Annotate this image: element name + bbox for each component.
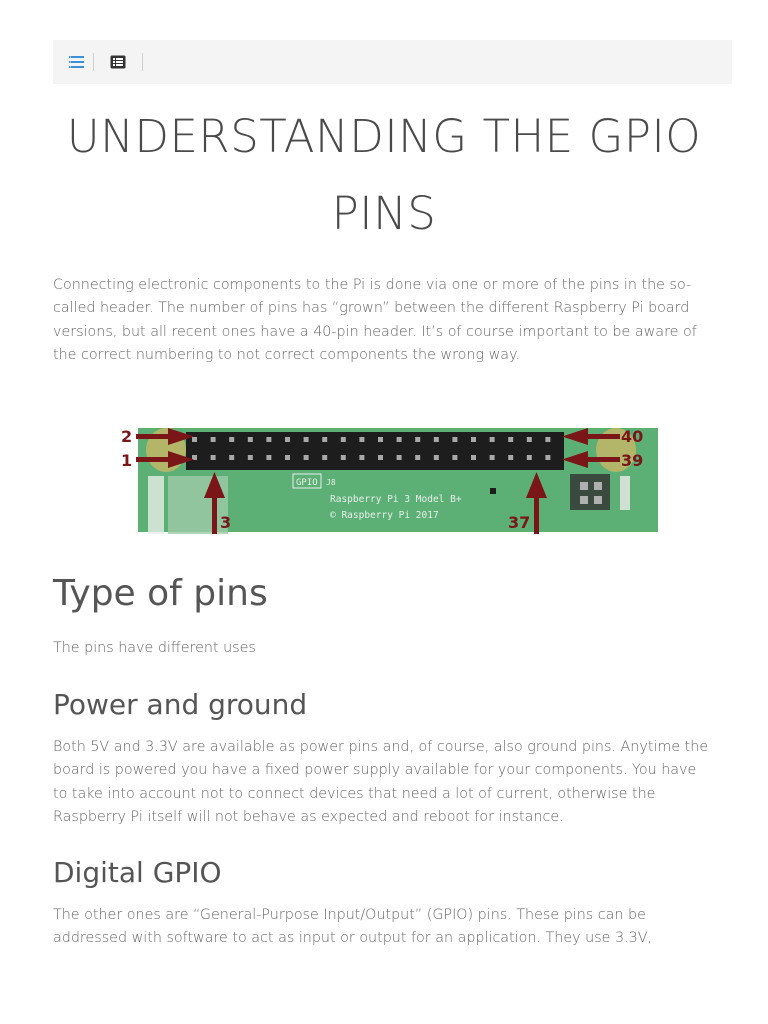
pin-label-1: 1 [121, 451, 133, 470]
toolbar-divider [142, 53, 143, 71]
header-pin [304, 455, 309, 460]
hamburger-list-icon [69, 55, 85, 69]
type-of-pins-paragraph: The pins have different uses [53, 640, 256, 656]
header-pin [415, 437, 420, 442]
list-view-button[interactable] [106, 50, 130, 74]
header-pin [248, 455, 253, 460]
header-pin [341, 437, 346, 442]
pin-label-3: 3 [220, 513, 232, 532]
pin-label-37: 37 [508, 513, 531, 532]
list-box-icon [110, 55, 126, 69]
gpio-header [186, 432, 564, 470]
header-pin [211, 437, 216, 442]
header-pin [359, 455, 364, 460]
header-pin [341, 455, 346, 460]
arrow-pin-39 [588, 457, 620, 462]
section-heading-digital-gpio: Digital GPIO [53, 856, 222, 889]
header-pin [545, 437, 550, 442]
header-pin [192, 437, 197, 442]
header-pin [508, 437, 513, 442]
header-pin [229, 455, 234, 460]
smd-component [490, 488, 496, 494]
board-edge-label [148, 476, 164, 534]
silkscreen-model: Raspberry Pi 3 Model B+ [330, 494, 462, 505]
header-pin [397, 437, 402, 442]
arrow-pin-40 [588, 434, 620, 439]
table-of-contents-button[interactable] [65, 50, 89, 74]
header-pin [490, 455, 495, 460]
header-pin [508, 455, 513, 460]
header-pin [266, 437, 271, 442]
header-pin [285, 437, 290, 442]
silkscreen-j8: J8 [326, 478, 336, 487]
section-heading-power-and-ground: Power and ground [53, 688, 308, 721]
header-pin [322, 437, 327, 442]
header-pin [285, 455, 290, 460]
header-pin [359, 437, 364, 442]
arrow-pin-1 [136, 457, 168, 462]
toolbar-divider [93, 53, 94, 71]
header-pin [248, 437, 253, 442]
arrow-pin-37 [534, 496, 539, 534]
power-and-ground-paragraph: Both 5V and 3.3V are available as power pins and, of course, also ground pins. Anytime the board is powered you have a fixed power supply available for your components. You have to take into account not to connect devices that need a lot of current, otherwise the Raspberry Pi itself will not behave as expected and reboot for instance. [53, 739, 709, 825]
silkscreen-gpio: GPIO [296, 478, 318, 488]
header-pin [527, 437, 532, 442]
header-pin [471, 455, 476, 460]
arrow-pin-3 [212, 496, 217, 534]
header-pin [434, 455, 439, 460]
silkscreen-copyright: © Raspberry Pi 2017 [330, 510, 439, 521]
header-pin [434, 437, 439, 442]
digital-gpio-paragraph: The other ones are “General-Purpose Input/Output” (GPIO) pins. These pins can be addressed with software to act as input or output for an application. They use 3.3V, [53, 907, 653, 947]
arrow-pin-2 [136, 434, 168, 439]
section-heading-type-of-pins: Type of pins [53, 573, 268, 614]
header-pin [415, 455, 420, 460]
connector [620, 476, 630, 510]
chip [570, 474, 610, 510]
header-pin [490, 437, 495, 442]
header-pin [322, 455, 327, 460]
intro-paragraph: Connecting electronic components to the Pi is done via one or more of the pins in the so-called header. The number of pins has “grown” between the different Raspberry Pi board versions, but all recent ones have a 40-pin header. It’s of course important to be aware of the correct numbering to not correct components the wrong way. [53, 277, 697, 363]
header-pin [229, 437, 234, 442]
header-pin [304, 437, 309, 442]
header-pin [266, 455, 271, 460]
header-pin [452, 455, 457, 460]
header-pin [527, 455, 532, 460]
gpio-header-image [118, 426, 660, 534]
pin-label-39: 39 [621, 451, 644, 470]
header-pin [471, 437, 476, 442]
header-pin [378, 437, 383, 442]
header-pin [452, 437, 457, 442]
header-pin [545, 455, 550, 460]
header-pin [378, 455, 383, 460]
header-pin [397, 455, 402, 460]
pin-label-2: 2 [121, 427, 133, 446]
pin-label-40: 40 [621, 427, 644, 446]
page-title: UNDERSTANDING THE GPIO PINS [66, 110, 702, 240]
toolbar [53, 40, 732, 84]
header-pin [211, 455, 216, 460]
